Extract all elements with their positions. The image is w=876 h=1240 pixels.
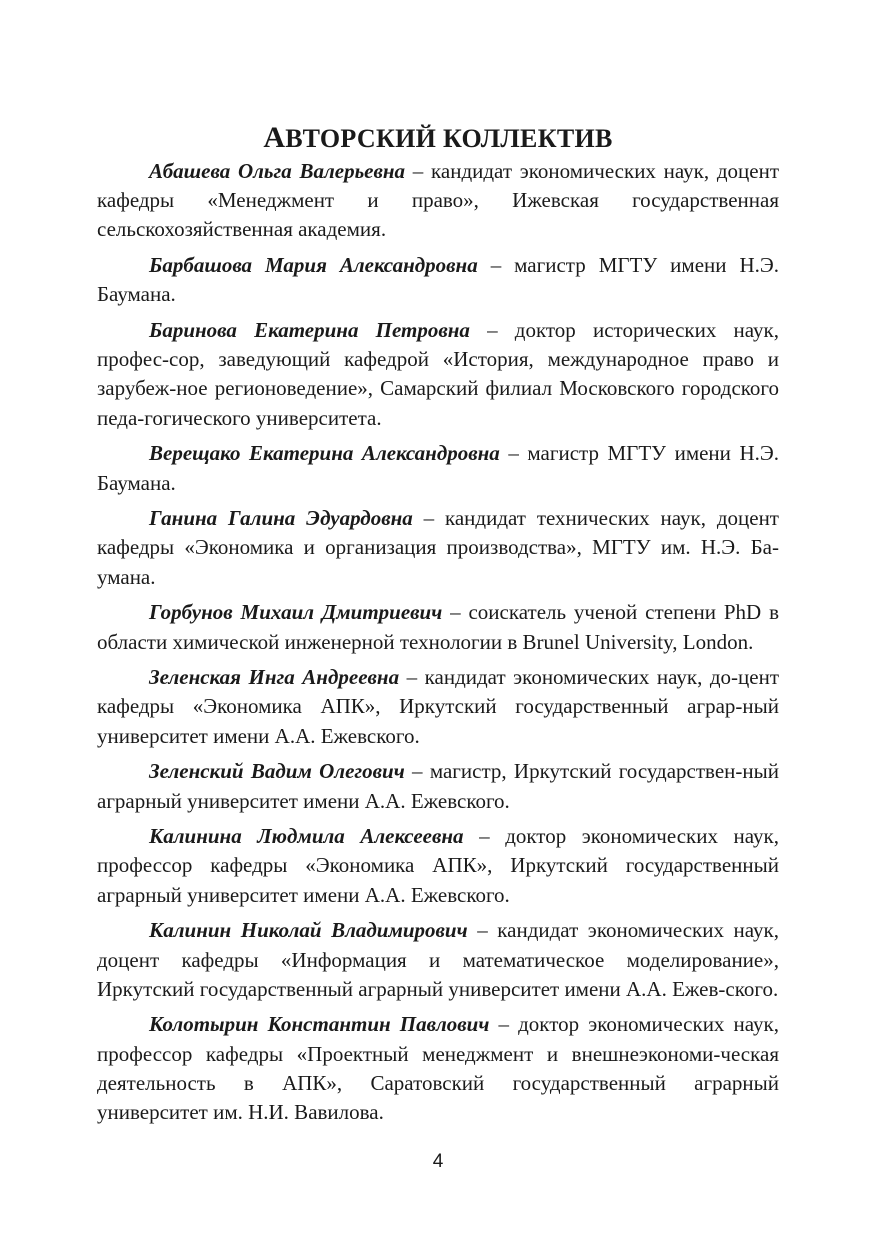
- page-title: [0, 121, 876, 155]
- author-description: – доктор экономических наук, профессор кафедры «Проектный менеджмент и внешнеэкономи-ческая деятельность в АПК», Саратовский государственный аграрный университет им. Н.И. Вавилова.: [97, 1012, 779, 1125]
- author-name: Верещако Екатерина Александровна: [149, 441, 500, 466]
- author-name: Зеленская Инга Андреевна: [149, 665, 400, 690]
- author-name: Ганина Галина Эдуардовна: [149, 506, 413, 531]
- page-title-rest: ВТОРСКИЙ КОЛЛЕКТИВ: [285, 124, 613, 154]
- author-description: – доктор экономических наук, профессор кафедры «Экономика АПК», Иркутский государственный аграрный университет имени А.А. Ежевского.: [97, 824, 779, 907]
- author-name: Калинин Николай Владимирович: [149, 918, 468, 943]
- author-description: – кандидат технических наук, доцент кафедры «Экономика и организация производства», МГТУ им. Н.Э. Ба-умана.: [97, 506, 779, 589]
- author-entry: [97, 504, 779, 592]
- author-entry: [97, 251, 779, 309]
- author-entry: [97, 1010, 779, 1127]
- author-entry: [97, 598, 779, 656]
- author-entry: [97, 316, 779, 433]
- author-entry: [97, 757, 779, 815]
- author-name: Горбунов Михаил Дмитриевич: [149, 600, 443, 625]
- author-name: Колотырин Константин Павлович: [149, 1012, 490, 1037]
- author-entry: [97, 439, 779, 497]
- author-entry: [97, 916, 779, 1004]
- author-description: – кандидат экономических наук, доцент кафедры «Менеджмент и право», Ижевская государственная сельскохозяйственная академия.: [97, 159, 780, 242]
- author-name: Барбашова Мария Александровна: [149, 253, 478, 278]
- author-description: – доктор исторических наук, профес-сор, заведующий кафедрой «История, международное право и зарубеж-ное регионоведение», Самарский филиал Московского городского педа-гогического университета.: [97, 318, 779, 430]
- author-name: Абашева Ольга Валерьевна: [149, 159, 406, 183]
- author-description: – магистр МГТУ имени Н.Э. Баумана.: [97, 441, 779, 495]
- author-list: [97, 157, 779, 1134]
- author-entry: [97, 157, 779, 245]
- author-name: Калинина Людмила Алексеевна: [149, 824, 464, 849]
- author-description: – соискатель ученой степени PhD в области химической инженерной технологии в Brunel University, London.: [97, 600, 779, 654]
- author-entry: [97, 822, 779, 910]
- author-description: – кандидат экономических наук, до-цент кафедры «Экономика АПК», Иркутский государственный аграр-ный университет имени А.А. Ежевского.: [97, 665, 779, 748]
- page-title-first-letter: А: [263, 121, 286, 155]
- author-name: Баринова Екатерина Петровна: [149, 318, 470, 343]
- author-description: – магистр, Иркутский государствен-ный аграрный университет имени А.А. Ежевского.: [97, 759, 779, 813]
- author-name: Зеленский Вадим Олегович: [149, 759, 405, 784]
- page-number: 4: [432, 1151, 444, 1172]
- author-entry: [97, 663, 779, 751]
- author-description: – магистр МГТУ имени Н.Э. Баумана.: [97, 253, 779, 307]
- author-description: – кандидат экономических наук, доцент кафедры «Информация и математическое моделирование», Иркутский государственный аграрный университет имени А.А. Ежев-ского.: [97, 918, 779, 1001]
